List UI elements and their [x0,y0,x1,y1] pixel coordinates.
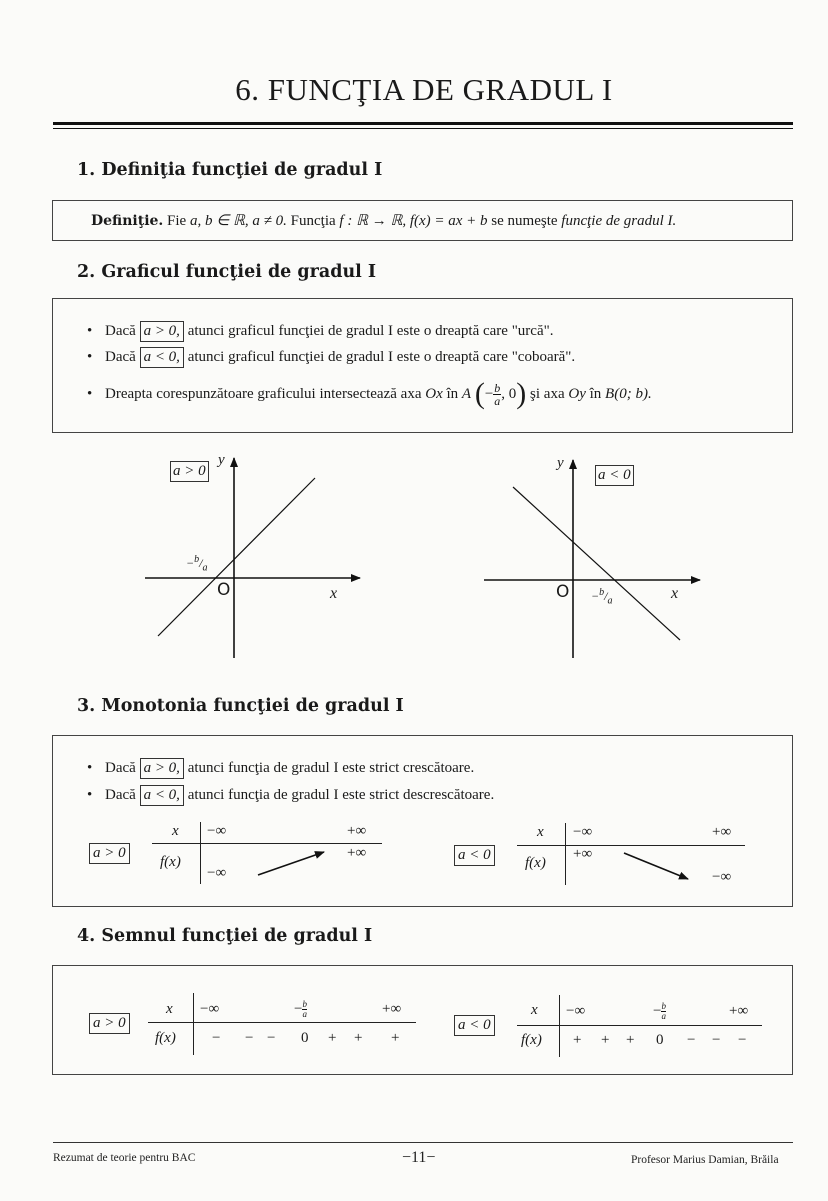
frac-den: a [661,1011,666,1021]
sign-table-2-row-f: f(x) [521,1032,542,1048]
sign-table-2-x-right: +∞ [729,1003,749,1019]
footer-rule [53,1142,793,1143]
footer-page-number: −11− [402,1149,436,1166]
root-minus: − [591,589,600,603]
condition-box: a < 0, [140,785,184,806]
bullet-text: atunci funcţia de gradul I este strict descrescătoare. [187,787,495,803]
sign-table-2-vline [559,995,560,1057]
bullet-icon: • [87,323,93,339]
graph-increasing [145,458,360,658]
increasing-line [158,478,315,636]
mono-table-2-row-f: f(x) [525,855,546,871]
section-2-title: 2. Graficul funcţiei de gradul I [77,262,377,282]
sign-table-2-hline [517,1025,762,1026]
graph-1-y-label: y [218,452,225,468]
axis-oy: Oy [568,385,586,402]
sign-table-2-x-left: −∞ [566,1003,586,1019]
bullet-prefix: Dacă [105,787,136,803]
frac-num: b [302,999,307,1009]
bullet-text: în [589,385,602,402]
sign-table-2-x-root [653,1002,666,1021]
footer-left: Rezumat de teorie pentru BAC [53,1152,196,1164]
root-minus: − [186,556,195,570]
bullet-text: atunci graficul funcţiei de gradul I este o dreaptă care "coboară". [187,349,576,365]
mono-table-2-f-left: +∞ [573,846,593,862]
sign-cell: + [573,1032,582,1048]
mono-table-1-row-x: x [172,823,179,839]
sign-table-1-condition: a > 0 [89,1013,130,1034]
condition-box: a < 0, [140,347,184,368]
section-4-title: 4. Semnul funcţiei de gradul I [77,926,373,946]
frac-num: b [494,380,501,395]
mono-table-1-condition: a > 0 [89,843,130,864]
mono-table-2-x-right: +∞ [712,824,732,840]
root-minus: − [653,1003,662,1019]
definition-label: Definiţie. [91,213,164,229]
graph-decreasing [484,460,700,658]
sign-cell: + [391,1030,400,1046]
graph-2-y-label: y [557,455,564,471]
sign-cell: + [328,1030,337,1046]
definition-emphasis: funcţie de gradul I. [561,213,677,229]
sign-table-1-x-left: −∞ [200,1001,220,1017]
bullet-prefix: Dacă [105,760,136,776]
bullet-text: atunci funcţia de gradul I este strict crescătoare. [187,760,475,776]
sign-table-1-hline [148,1022,416,1023]
mono-table-2-vline [565,823,566,885]
mono-table-1-x-left: −∞ [207,823,227,839]
definition-fie: Fie [167,213,187,229]
definition-se-numeste: se numeşte [491,213,558,229]
frac-num: b [661,1001,666,1011]
bullet-text: Dreapta corespunzătoare graficului intersectează axa [105,385,422,402]
sign-table-1-row-f: f(x) [155,1030,176,1046]
graph-2-condition: a < 0 [595,465,634,486]
root-fraction [302,1000,307,1019]
graph-1-origin-label: O [217,580,231,600]
definition-math-2: f : ℝ → ℝ, f(x) = ax + b [339,213,488,229]
bullet-prefix: Dacă [105,349,136,365]
mono-table-1-row-f: f(x) [160,854,181,870]
graph-2-x-label: x [671,585,679,602]
graph-2-origin-label: O [556,582,570,602]
graph-1-root-label: $-^b/_a$ [186,554,208,574]
root-num: b [599,587,605,598]
sign-cell: − [267,1030,276,1046]
sign-table-2-row-x: x [531,1002,538,1018]
mono-table-2-row-x: x [537,824,544,840]
sign-cell: − [712,1032,721,1048]
bullet-icon: • [87,787,93,803]
sign-cell: 0 [656,1032,664,1048]
paren-open: ( [474,377,485,410]
sign-cell: + [601,1032,610,1048]
graph-2-root-label: $-^b/_a$ [591,587,613,607]
sign-cell: 0 [301,1030,309,1046]
mono-table-1-f-left: −∞ [207,865,227,881]
mono-table-2-hline [517,845,745,846]
graph-1-condition: a > 0 [170,461,209,482]
sign-cell: + [626,1032,635,1048]
sign-cell: − [738,1032,747,1048]
sign-table-1-x-root [294,1000,307,1019]
bullet-icon: • [87,760,93,776]
point-b: B(0; b). [605,385,652,402]
definition-functia: Funcţia [290,213,336,229]
sign-box [52,965,793,1075]
sign-cell: + [354,1030,363,1046]
condition-box: a > 0, [140,758,184,779]
root-den: a [607,595,613,607]
mono-table-1-hline [152,843,382,844]
sign-cell: − [212,1030,221,1046]
sign-cell: − [245,1030,254,1046]
zero-coordinate: , 0 [501,385,517,402]
bullet-text: în [446,385,459,402]
section-1-title: 1. Definiţia funcţiei de gradul I [77,160,383,180]
decreasing-line [513,487,680,640]
section-3-title: 3. Monotonia funcţiei de gradul I [77,696,404,716]
mono-table-1-x-right: +∞ [347,823,367,839]
mono-table-2-f-right: −∞ [712,869,732,885]
page-title: 6. FUNCŢIA DE GRADUL I [235,72,613,107]
root-fraction [661,1002,666,1021]
bullet-strictly-decreasing [87,785,494,806]
footer-right: Profesor Marius Damian, Brăila [631,1154,779,1166]
point-a: A [461,385,472,402]
definition-math-1: a, b ∈ ℝ, a ≠ 0. [189,213,287,229]
root-den: a [202,562,208,574]
sign-table-1-x-right: +∞ [382,1001,402,1017]
sign-table-1-row-x: x [166,1001,173,1017]
sign-cell: − [687,1032,696,1048]
bullet-icon: • [87,349,93,365]
sign-table-2-condition: a < 0 [454,1015,495,1036]
paren-close: ) [516,377,527,410]
bullet-text: atunci graficul funcţiei de gradul I este o dreaptă care "urcă". [187,323,554,339]
monotony-box [52,735,793,907]
bullet-prefix: Dacă [105,323,136,339]
root-num: b [194,554,200,565]
condition-box: a > 0, [140,321,184,342]
mono-table-2-condition: a < 0 [454,845,495,866]
bullet-icon: • [87,385,93,402]
mono-table-2-x-left: −∞ [573,824,593,840]
frac-den: a [494,393,501,408]
root-minus: − [294,1001,303,1017]
mono-table-1-f-right: +∞ [347,845,367,861]
bullet-text: şi axa [530,385,565,402]
minus-sign: − [484,385,494,402]
axis-ox: Ox [425,385,443,402]
graph-1-x-label: x [330,585,338,602]
bullet-strictly-increasing [87,758,474,779]
frac-den: a [302,1009,307,1019]
sign-table-1-vline [193,993,194,1055]
mono-table-1-vline [200,822,201,884]
